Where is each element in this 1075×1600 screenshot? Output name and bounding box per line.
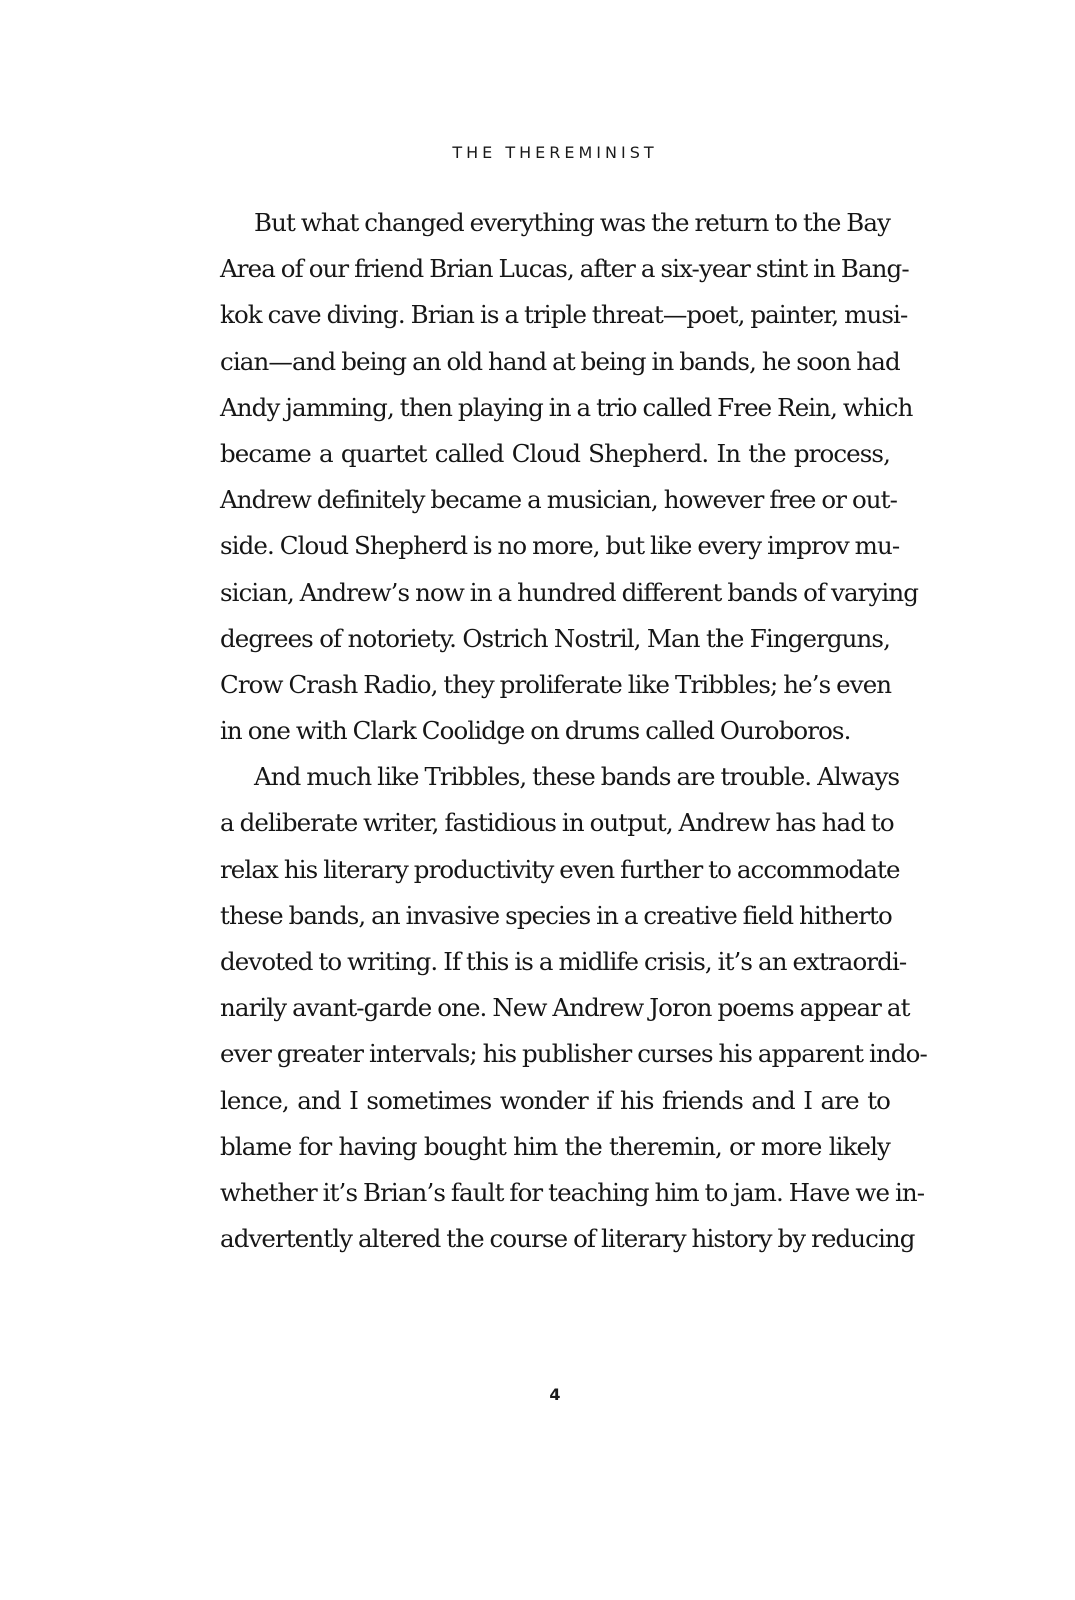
text-line: blame for having bought him the theremin, or more likely [220, 1131, 890, 1161]
text-line: a deliberate writer, fastidious in output, Andrew has had to [220, 808, 894, 838]
paragraph-1 [220, 200, 918, 754]
paragraph-2 [220, 754, 927, 1262]
text-line: side. Cloud Shepherd is no more, but like every improv mu- [220, 531, 900, 561]
text-line: ever greater intervals; his publisher curses his apparent indo- [220, 1039, 927, 1069]
text-line: these bands, an invasive species in a creative field hitherto [220, 900, 892, 930]
text-line: Area of our friend Brian Lucas, after a six-year stint in Bang- [220, 254, 909, 284]
text-line: Andrew definitely became a musician, however free or out- [220, 485, 898, 515]
text-line: sician, Andrew’s now in a hundred different bands of varying [220, 577, 918, 607]
text-line: became a quartet called Cloud Shepherd. In the process, [220, 438, 890, 468]
text-line: relax his literary productivity even further to accommodate [220, 854, 900, 884]
text-line: degrees of notoriety. Ostrich Nostril, Man the Fingerguns, [220, 623, 890, 653]
text-line: in one with Clark Coolidge on drums called Ouroboros. [220, 716, 851, 746]
text-line: But what changed everything was the return to the Bay [254, 208, 891, 237]
body-text [220, 200, 927, 1262]
text-line: devoted to writing. If this is a midlife crisis, it’s an extraordi- [220, 947, 907, 976]
text-line: Crow Crash Radio, they proliferate like Tribbles; he’s even [220, 669, 892, 699]
text-line: And much like Tribbles, these bands are trouble. Always [254, 762, 900, 792]
text-line: whether it’s Brian’s fault for teaching him to jam. Have we in- [220, 1177, 925, 1207]
text-line: lence, and I sometimes wonder if his friends and I are to [220, 1085, 890, 1115]
text-line: narily avant-garde one. New Andrew Joron poems appear at [220, 993, 910, 1023]
running-head: THE THEREMINIST [452, 143, 658, 162]
text-line: advertently altered the course of literary history by reducing [220, 1224, 915, 1254]
text-line: Andy jamming, then playing in a trio called Free Rein, which [220, 392, 913, 422]
text-line: cian—and being an old hand at being in bands, he soon had [220, 346, 900, 376]
page-number: 4 [549, 1385, 561, 1404]
text-line: kok cave diving. Brian is a triple threat—poet, painter, musi- [220, 300, 908, 330]
